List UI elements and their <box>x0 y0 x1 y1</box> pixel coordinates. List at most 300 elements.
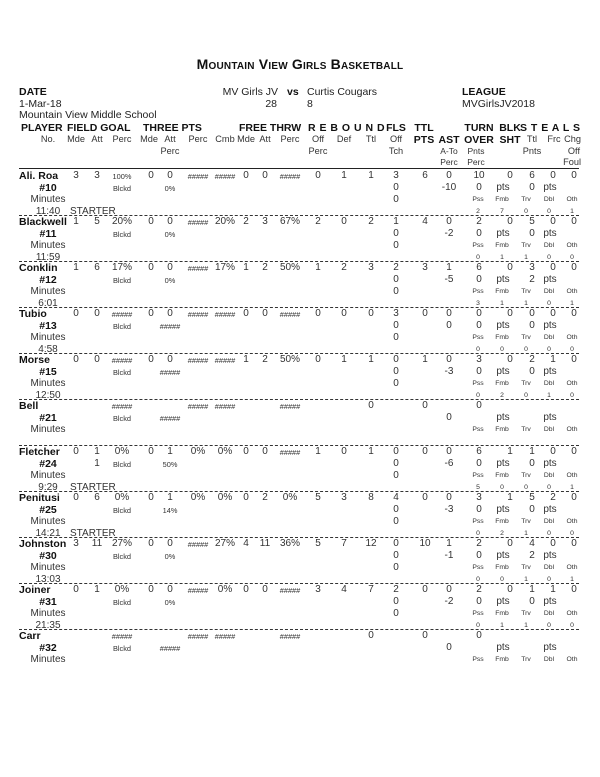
player-row <box>0 584 600 630</box>
stat-fls-tch: 0 <box>393 274 399 285</box>
stat-ast: 0 <box>446 584 452 595</box>
stat-fls: 0 <box>393 446 399 457</box>
stat-fls-tch: 0 <box>393 182 399 193</box>
stat-tp-mde: 0 <box>148 216 154 227</box>
player-number: #32 <box>39 642 57 654</box>
stat-cmb: 20% <box>214 216 236 227</box>
stat-fls-line3: 0 <box>393 332 399 343</box>
stat-fls-tch: 0 <box>393 228 399 239</box>
stat-tp-att: 1 <box>167 446 173 457</box>
header-steals: S T E A L S <box>520 122 581 134</box>
stat-fg-att: 0 <box>94 308 100 319</box>
to-type-pss: Pss <box>472 610 484 617</box>
stat-ft-mde: 2 <box>243 216 249 227</box>
stat-to-pnts: 0 <box>476 182 482 193</box>
minutes-label: Minutes <box>30 470 66 481</box>
player-name: Fletcher <box>19 446 60 458</box>
player-name: Blackwell <box>19 216 67 228</box>
stat-blk: 0 <box>507 170 513 181</box>
stat-to-pnts: 0 <box>476 504 482 515</box>
stat-fg-perc: ##### <box>111 631 133 641</box>
header-stl-ttl: Ttl <box>526 134 538 144</box>
to-type-fmb: Fmb <box>495 334 509 341</box>
stat-stl-ttl: 6 <box>529 170 535 181</box>
header-over: OVER <box>464 134 494 146</box>
stat-ft-mde: 4 <box>243 538 249 549</box>
stat-blk: 0 <box>507 216 513 227</box>
stat-turnover: 2 <box>476 538 482 549</box>
player-row <box>0 308 600 354</box>
to-type-fmb: Fmb <box>495 518 509 525</box>
stat-turnover: 0 <box>476 308 482 319</box>
to-breakdown-value: 0 <box>547 208 551 215</box>
stat-ast: 0 <box>446 492 452 503</box>
to-breakdown-value: 0 <box>476 576 480 583</box>
stat-fg-mde: 0 <box>73 584 79 595</box>
to-breakdown-value: 0 <box>570 346 574 353</box>
stat-fg-att: 5 <box>94 216 100 227</box>
header-fg-mde: Mde <box>67 134 85 144</box>
stat-tp-att-perc: 0% <box>164 275 176 285</box>
stat-chg: 0 <box>571 354 577 365</box>
stat-chg: 0 <box>571 538 577 549</box>
stat-reb-off: 1 <box>315 446 321 457</box>
report-title: Mountain View Girls Basketball <box>196 56 404 72</box>
stat-tp-att-perc: ##### <box>159 413 181 423</box>
stat-ast-ato: 0 <box>446 642 452 653</box>
player-name: Morse <box>19 354 50 366</box>
to-type-trv: Trv <box>521 196 531 203</box>
to-breakdown-value: 3 <box>476 300 480 307</box>
to-breakdown-value: 0 <box>476 530 480 537</box>
stat-fg-blocked-count: 1 <box>94 458 100 469</box>
stat-tp-att-perc: ##### <box>159 367 181 377</box>
stat-ast-ato: -5 <box>444 274 454 285</box>
header-ast: AST <box>438 134 460 146</box>
player-number: #10 <box>39 182 57 194</box>
to-type-oth: Oth <box>566 242 578 249</box>
stat-fg-perc: 100% <box>112 171 132 181</box>
blocked-label: Blckd <box>112 505 132 515</box>
stat-stl-frc: 2 <box>550 492 556 503</box>
stat-cmb: 27% <box>214 538 236 549</box>
to-type-dbl: Dbl <box>543 564 555 571</box>
to-breakdown-value: 1 <box>547 392 551 399</box>
stat-cmb: 17% <box>214 262 236 273</box>
stat-stl-frc: 0 <box>550 216 556 227</box>
stat-stl-pnts: 0 <box>529 458 535 469</box>
blocked-label: Blckd <box>112 275 132 285</box>
stat-ft-att: 0 <box>262 584 268 595</box>
stat-ft-perc: ##### <box>279 585 301 595</box>
stat-stl-frc: 1 <box>550 354 556 365</box>
stat-turnover: 3 <box>476 492 482 503</box>
player-minutes: 9:29 <box>38 482 58 493</box>
stat-stl-frc: 0 <box>550 262 556 273</box>
to-type-trv: Trv <box>521 472 531 479</box>
stat-reb-def: 7 <box>341 538 347 549</box>
stat-stl-frc: 1 <box>550 584 556 595</box>
to-type-trv: Trv <box>521 380 531 387</box>
stat-reb-ttl: 0 <box>368 400 374 411</box>
player-number: #24 <box>39 458 57 470</box>
to-type-fmb: Fmb <box>495 564 509 571</box>
stat-tp-mde: 0 <box>148 308 154 319</box>
stat-ttl-pts: 6 <box>422 170 428 181</box>
header-no: No. <box>40 134 56 144</box>
player-minutes: 13:03 <box>35 574 61 585</box>
to-pts-label: pts <box>496 550 510 561</box>
header-field-goal: FIELD GOAL <box>67 122 131 134</box>
player-number: #12 <box>39 274 57 286</box>
blocked-label: Blckd <box>112 229 132 239</box>
header-reb-def: Def <box>336 134 352 144</box>
stat-cmb: 0% <box>217 492 233 503</box>
away-score: 8 <box>307 98 313 110</box>
player-row <box>0 400 600 446</box>
stat-reb-ttl: 0 <box>368 630 374 641</box>
stat-cmb: ##### <box>214 631 236 641</box>
stat-ast-ato: -10 <box>441 182 457 193</box>
stat-fg-perc: 0% <box>114 584 130 595</box>
header-reb-off: Off <box>311 134 325 144</box>
stl-pts-label: pts <box>543 228 557 239</box>
to-type-oth: Oth <box>566 656 578 663</box>
stat-reb-ttl: 7 <box>368 584 374 595</box>
stat-tp-att-perc: 0% <box>164 183 176 193</box>
blocked-label: Blckd <box>112 643 132 653</box>
player-row <box>0 446 600 492</box>
stat-fg-perc: ##### <box>111 355 133 365</box>
stat-chg: 0 <box>571 308 577 319</box>
to-breakdown-value: 1 <box>524 622 528 629</box>
stat-fg-perc: 0% <box>114 492 130 503</box>
player-row <box>0 170 600 216</box>
to-type-dbl: Dbl <box>543 610 555 617</box>
stat-fg-mde: 3 <box>73 170 79 181</box>
to-pts-label: pts <box>496 182 510 193</box>
stat-turnover: 10 <box>473 170 485 181</box>
stat-ft-perc: 67% <box>279 216 301 227</box>
stat-ttl-pts: 4 <box>422 216 428 227</box>
header-to-perc: Perc <box>467 157 485 167</box>
header-turn: TURN <box>464 122 494 134</box>
to-type-oth: Oth <box>566 196 578 203</box>
header-tp-mde: Mde <box>140 134 158 144</box>
stat-fg-perc: 20% <box>111 216 133 227</box>
stat-fls-line3: 0 <box>393 240 399 251</box>
stat-ft-mde: 0 <box>243 446 249 457</box>
to-breakdown-value: 1 <box>570 300 574 307</box>
header-fg-perc: Perc <box>112 134 132 144</box>
to-pts-label: pts <box>496 596 510 607</box>
to-breakdown-value: 1 <box>500 300 504 307</box>
to-type-oth: Oth <box>566 426 578 433</box>
to-type-oth: Oth <box>566 380 578 387</box>
player-name: Carr <box>19 630 41 642</box>
stat-stl-ttl: 2 <box>529 354 535 365</box>
stat-tp-att-perc: 50% <box>162 459 178 469</box>
player-minutes: 4:58 <box>38 344 58 355</box>
to-type-fmb: Fmb <box>495 472 509 479</box>
stat-tp-perc: ##### <box>187 217 209 227</box>
to-breakdown-value: 7 <box>500 208 504 215</box>
stat-ttl-pts: 0 <box>422 584 428 595</box>
stat-ft-att: 2 <box>262 354 268 365</box>
league-name: MVGirlsJV2018 <box>462 98 535 110</box>
stat-fls-line3: 0 <box>393 286 399 297</box>
stat-fls: 1 <box>393 216 399 227</box>
minutes-label: Minutes <box>30 516 66 527</box>
to-type-pss: Pss <box>472 288 484 295</box>
stat-ft-perc: 50% <box>279 354 301 365</box>
stat-fls-line3: 0 <box>393 608 399 619</box>
stat-ft-perc: 50% <box>279 262 301 273</box>
stat-fls-tch: 0 <box>393 320 399 331</box>
stat-stl-pnts: 0 <box>529 366 535 377</box>
minutes-label: Minutes <box>30 608 66 619</box>
to-type-dbl: Dbl <box>543 196 555 203</box>
to-breakdown-value: 0 <box>476 346 480 353</box>
to-pts-label: pts <box>496 274 510 285</box>
stl-pts-label: pts <box>543 366 557 377</box>
to-type-pss: Pss <box>472 426 484 433</box>
stat-ft-mde: 1 <box>243 354 249 365</box>
stat-stl-pnts: 0 <box>529 504 535 515</box>
stat-to-pnts: 0 <box>476 228 482 239</box>
stat-tp-mde: 0 <box>148 584 154 595</box>
stat-tp-att: 0 <box>167 308 173 319</box>
stat-tp-mde: 0 <box>148 538 154 549</box>
stat-ttl-pts: 0 <box>422 308 428 319</box>
player-number: #11 <box>39 228 57 240</box>
player-row <box>0 492 600 538</box>
stat-fls: 2 <box>393 262 399 273</box>
to-type-oth: Oth <box>566 518 578 525</box>
minutes-label: Minutes <box>30 286 66 297</box>
to-type-oth: Oth <box>566 334 578 341</box>
player-row <box>0 354 600 400</box>
stat-ft-perc: ##### <box>279 401 301 411</box>
to-type-oth: Oth <box>566 610 578 617</box>
stat-fg-att: 1 <box>94 584 100 595</box>
header-chg: Chg <box>564 134 581 144</box>
stl-pts-label: pts <box>543 182 557 193</box>
stat-blk: 1 <box>507 446 513 457</box>
to-type-pss: Pss <box>472 564 484 571</box>
stat-fg-att: 6 <box>94 262 100 273</box>
starter-badge: STARTER <box>70 528 116 539</box>
stat-ft-perc: 36% <box>279 538 301 549</box>
stat-fls: 0 <box>393 538 399 549</box>
stat-tp-perc: ##### <box>187 171 209 181</box>
to-breakdown-value: 0 <box>547 346 551 353</box>
to-pts-label: pts <box>496 320 510 331</box>
stat-ft-mde: 1 <box>243 262 249 273</box>
header-fls: FLS <box>386 122 406 134</box>
stat-tp-perc: ##### <box>187 631 209 641</box>
to-breakdown-value: 0 <box>524 392 528 399</box>
player-name: Ali. Roa <box>19 170 59 182</box>
stat-ast-ato: -2 <box>444 228 454 239</box>
header-fg-att: Att <box>91 134 103 144</box>
to-type-pss: Pss <box>472 518 484 525</box>
stat-fg-mde: 0 <box>73 446 79 457</box>
to-type-pss: Pss <box>472 656 484 663</box>
to-breakdown-value: 0 <box>500 576 504 583</box>
stat-fls: 3 <box>393 170 399 181</box>
header-stl-pnts: Pnts <box>522 146 542 156</box>
header-ft-mde: Mde <box>237 134 255 144</box>
stat-turnover: 0 <box>476 630 482 641</box>
header-three-pts: THREE PTS <box>143 122 202 134</box>
stat-fg-perc: 0% <box>114 446 130 457</box>
stat-reb-ttl: 1 <box>368 170 374 181</box>
to-breakdown-value: 1 <box>570 208 574 215</box>
stl-pts-label: pts <box>543 320 557 331</box>
stat-tp-perc: ##### <box>187 401 209 411</box>
stat-fls-tch: 0 <box>393 458 399 469</box>
stat-tp-att-perc: ##### <box>159 321 181 331</box>
stat-tp-mde: 0 <box>148 492 154 503</box>
player-name: Johnston <box>19 538 67 550</box>
stat-stl-ttl: 5 <box>529 492 535 503</box>
stat-ast: 0 <box>446 446 452 457</box>
stat-tp-att: 0 <box>167 584 173 595</box>
stat-fg-mde: 1 <box>73 262 79 273</box>
blocked-label: Blckd <box>112 413 132 423</box>
player-name: Penitusi <box>19 492 60 504</box>
to-breakdown-value: 0 <box>524 346 528 353</box>
header-chg-foul: Foul <box>563 157 581 167</box>
stat-tp-att: 1 <box>167 492 173 503</box>
stat-reb-ttl: 1 <box>368 354 374 365</box>
stat-reb-off: 0 <box>315 170 321 181</box>
stat-stl-frc: 0 <box>550 538 556 549</box>
to-breakdown-value: 0 <box>570 254 574 261</box>
to-pts-label: pts <box>496 228 510 239</box>
to-type-dbl: Dbl <box>543 656 555 663</box>
header-fls-tch: Tch <box>388 146 404 156</box>
stat-turnover: 6 <box>476 446 482 457</box>
to-type-trv: Trv <box>521 334 531 341</box>
stat-stl-ttl: 3 <box>529 262 535 273</box>
game-date: 1-Mar-18 <box>19 98 62 110</box>
header-free-thrw: FREE THRW <box>239 122 302 134</box>
stat-reb-def: 3 <box>341 492 347 503</box>
to-breakdown-value: 1 <box>500 254 504 261</box>
stat-fg-att: 1 <box>94 446 100 457</box>
stat-ttl-pts: 3 <box>422 262 428 273</box>
home-score: 28 <box>265 98 277 110</box>
to-pts-label: pts <box>496 458 510 469</box>
stat-tp-mde: 0 <box>148 354 154 365</box>
minutes-label: Minutes <box>30 654 66 665</box>
stat-blk: 1 <box>507 492 513 503</box>
stat-fls-line3: 0 <box>393 516 399 527</box>
to-breakdown-value: 1 <box>524 300 528 307</box>
to-type-trv: Trv <box>521 564 531 571</box>
stat-fls: 3 <box>393 308 399 319</box>
league-label: LEAGUE <box>462 86 506 98</box>
stat-stl-pnts: 2 <box>529 550 535 561</box>
to-breakdown-value: 0 <box>547 254 551 261</box>
to-pts-label: pts <box>496 504 510 515</box>
stat-fg-perc: 27% <box>111 538 133 549</box>
stat-tp-att-perc: 0% <box>164 597 176 607</box>
header-reb-ttl: Ttl <box>365 134 377 144</box>
header-sht: SHT <box>499 134 521 146</box>
stat-fg-perc: ##### <box>111 401 133 411</box>
to-breakdown-value: 5 <box>476 484 480 491</box>
header-fls-off: Off <box>389 134 403 144</box>
stat-fls-line3: 0 <box>393 562 399 573</box>
stat-fls-tch: 0 <box>393 504 399 515</box>
header-tp-perc: Perc <box>188 134 208 144</box>
stat-reb-off: 0 <box>315 354 321 365</box>
minutes-label: Minutes <box>30 332 66 343</box>
to-type-pss: Pss <box>472 380 484 387</box>
stat-ft-perc: ##### <box>279 447 301 457</box>
stat-reb-off: 5 <box>315 492 321 503</box>
player-minutes: 21:35 <box>35 620 61 631</box>
player-row <box>0 262 600 308</box>
to-type-dbl: Dbl <box>543 288 555 295</box>
stat-fg-att: 11 <box>91 538 103 549</box>
to-breakdown-value: 0 <box>476 392 480 399</box>
stat-tp-perc: ##### <box>187 309 209 319</box>
stat-reb-off: 1 <box>315 262 321 273</box>
header-chg-off: Off <box>567 146 580 156</box>
stat-tp-att: 0 <box>167 170 173 181</box>
stat-to-pnts: 0 <box>476 550 482 561</box>
stat-ast: 0 <box>446 308 452 319</box>
stat-ast: 1 <box>446 538 452 549</box>
stat-turnover: 3 <box>476 354 482 365</box>
stat-ttl-pts: 0 <box>422 446 428 457</box>
header-ft-perc: Perc <box>280 134 300 144</box>
header-ast-ato: A-To <box>440 146 458 156</box>
stat-reb-ttl: 12 <box>365 538 377 549</box>
stat-tp-mde: 0 <box>148 170 154 181</box>
stat-ft-mde: 0 <box>243 170 249 181</box>
stat-to-pnts: 0 <box>476 366 482 377</box>
stat-fls: 0 <box>393 354 399 365</box>
to-type-pss: Pss <box>472 196 484 203</box>
stat-turnover: 6 <box>476 262 482 273</box>
stat-ast-ato: -2 <box>444 596 454 607</box>
stat-tp-perc: ##### <box>187 355 209 365</box>
blocked-label: Blckd <box>112 183 132 193</box>
stat-tp-att-perc: ##### <box>159 643 181 653</box>
stat-ft-mde: 0 <box>243 584 249 595</box>
player-number: #30 <box>39 550 57 562</box>
header-ttl: TTL <box>414 122 434 134</box>
to-breakdown-value: 0 <box>570 530 574 537</box>
stat-fg-mde: 1 <box>73 216 79 227</box>
stat-fg-mde: 0 <box>73 308 79 319</box>
to-type-dbl: Dbl <box>543 472 555 479</box>
minutes-label: Minutes <box>30 194 66 205</box>
stat-fg-att: 0 <box>94 354 100 365</box>
minutes-label: Minutes <box>30 378 66 389</box>
stat-blk: 0 <box>507 538 513 549</box>
to-breakdown-value: 0 <box>524 208 528 215</box>
stat-chg: 0 <box>571 446 577 457</box>
to-type-trv: Trv <box>521 242 531 249</box>
to-breakdown-value: 0 <box>524 484 528 491</box>
stat-reb-ttl: 0 <box>368 308 374 319</box>
